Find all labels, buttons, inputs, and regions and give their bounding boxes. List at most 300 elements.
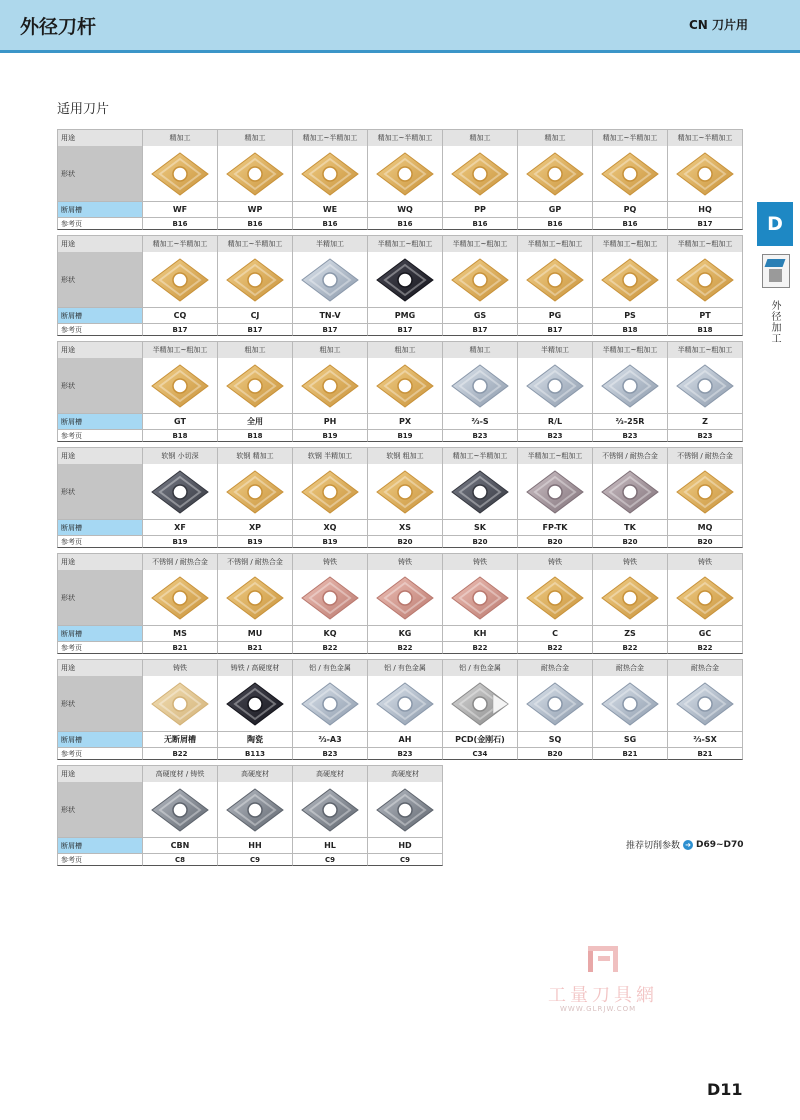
breaker-cell: SG	[593, 732, 668, 748]
insert-icon	[299, 786, 361, 834]
insert-shape-cell	[593, 358, 668, 414]
use-cell: 不锈钢 / 耐热合金	[218, 554, 293, 571]
breaker-cell: R/L	[518, 414, 593, 430]
ref-row-label: 参考页	[57, 218, 143, 230]
use-cell: 铸铁	[293, 554, 368, 571]
watermark-logo	[584, 944, 624, 976]
shape-row	[57, 570, 743, 626]
shape-row-label: 形状	[57, 570, 143, 626]
ref-cell[interactable]: B22	[368, 642, 443, 654]
ref-cell[interactable]: B23	[293, 748, 368, 760]
insert-shape-cell	[368, 358, 443, 414]
breaker-cell: KQ	[293, 626, 368, 642]
breaker-cell: TK	[593, 520, 668, 536]
use-cell: 半精加工	[293, 236, 368, 253]
insert-shape-cell	[368, 464, 443, 520]
insert-icon	[449, 150, 511, 198]
breaker-cell: GP	[518, 202, 593, 218]
breaker-cell: PMG	[368, 308, 443, 324]
ref-row	[57, 642, 743, 654]
use-cell: 精加工~半精加工	[368, 130, 443, 147]
insert-shape-cell	[218, 464, 293, 520]
insert-shape-cell	[368, 782, 443, 838]
insert-shape-cell	[593, 676, 668, 732]
breaker-cell: ZS	[593, 626, 668, 642]
shape-row-label: 形状	[57, 252, 143, 308]
ref-cell[interactable]: B16	[293, 218, 368, 230]
ref-cell[interactable]: B113	[218, 748, 293, 760]
use-cell: 耐热合金	[518, 660, 593, 677]
insert-icon	[374, 256, 436, 304]
insert-shape-cell	[218, 570, 293, 626]
breaker-cell: 全用	[218, 414, 293, 430]
ref-cell[interactable]: B18	[668, 324, 743, 336]
use-cell: 精加工~半精加工	[443, 448, 518, 465]
section-tab-d[interactable]: D	[757, 202, 793, 246]
insert-shape-cell	[143, 570, 218, 626]
section-title: 适用刀片	[57, 102, 110, 117]
breaker-cell: HL	[293, 838, 368, 854]
insert-shape-cell	[293, 570, 368, 626]
breaker-cell: XS	[368, 520, 443, 536]
use-row	[57, 553, 743, 571]
breaker-cell: TN-V	[293, 308, 368, 324]
use-row	[57, 659, 743, 677]
insert-shape-cell	[518, 676, 593, 732]
breaker-row	[57, 202, 743, 218]
use-cell: 不锈钢 / 耐热合金	[668, 448, 743, 465]
breaker-row	[57, 838, 443, 854]
use-cell: 半精加工~粗加工	[518, 448, 593, 465]
insert-shape-cell	[143, 464, 218, 520]
insert-shape-cell	[443, 676, 518, 732]
ref-row	[57, 218, 743, 230]
insert-icon	[449, 574, 511, 622]
ref-cell[interactable]: B22	[668, 642, 743, 654]
ref-cell[interactable]: B16	[368, 218, 443, 230]
ref-row	[57, 324, 743, 336]
insert-shape-cell	[518, 570, 593, 626]
shape-row	[57, 464, 743, 520]
use-row-label: 用途	[57, 130, 143, 147]
ref-cell[interactable]: B17	[668, 218, 743, 230]
use-cell: 半精加工~粗加工	[593, 236, 668, 253]
ref-cell[interactable]: B23	[443, 430, 518, 442]
breaker-cell: GT	[143, 414, 218, 430]
ref-cell[interactable]: B19	[143, 536, 218, 548]
ref-cell[interactable]: B23	[368, 748, 443, 760]
shape-row	[57, 358, 743, 414]
breaker-cell: WQ	[368, 202, 443, 218]
insert-icon	[449, 256, 511, 304]
breaker-cell: HH	[218, 838, 293, 854]
ref-cell[interactable]: B17	[518, 324, 593, 336]
breaker-cell: WP	[218, 202, 293, 218]
insert-icon	[149, 256, 211, 304]
insert-shape-cell	[293, 358, 368, 414]
insert-shape-cell	[368, 252, 443, 308]
breaker-cell: KG	[368, 626, 443, 642]
use-row-label: 用途	[57, 448, 143, 465]
breaker-cell: XP	[218, 520, 293, 536]
shape-row	[57, 676, 743, 732]
breaker-cell: WE	[293, 202, 368, 218]
insert-icon	[599, 680, 661, 728]
ref-cell[interactable]: C34	[443, 748, 518, 760]
use-cell: 软钢 半精加工	[293, 448, 368, 465]
ref-cell[interactable]: B23	[518, 430, 593, 442]
breaker-row	[57, 520, 743, 536]
use-cell: 粗加工	[218, 342, 293, 359]
insert-shape-cell	[593, 464, 668, 520]
insert-shape-cell	[293, 464, 368, 520]
shape-row-label: 形状	[57, 358, 143, 414]
insert-icon	[599, 574, 661, 622]
breaker-cell: CJ	[218, 308, 293, 324]
breaker-cell: 陶瓷	[218, 732, 293, 748]
use-cell: 粗加工	[293, 342, 368, 359]
insert-icon	[599, 256, 661, 304]
use-cell: 高硬度材 / 铸铁	[143, 766, 218, 783]
ref-cell[interactable]: B17	[143, 324, 218, 336]
use-row	[57, 447, 743, 465]
ref-cell[interactable]: B23	[668, 430, 743, 442]
ref-cell[interactable]: B16	[593, 218, 668, 230]
breaker-cell: PCD(金刚石)	[443, 732, 518, 748]
ref-row	[57, 854, 443, 866]
insert-shape-cell	[668, 676, 743, 732]
ref-row-label: 参考页	[57, 854, 143, 866]
insert-icon	[299, 680, 361, 728]
insert-shape-cell	[443, 252, 518, 308]
breaker-row	[57, 414, 743, 430]
insert-shape-cell	[218, 676, 293, 732]
ref-cell[interactable]: B19	[293, 430, 368, 442]
ref-cell[interactable]: B21	[668, 748, 743, 760]
insert-icon	[374, 680, 436, 728]
breaker-row-label: 断屑槽	[57, 308, 143, 324]
insert-icon	[674, 574, 736, 622]
ref-row	[57, 536, 743, 548]
use-cell: 高硬度材	[218, 766, 293, 783]
ref-cell[interactable]: B16	[143, 218, 218, 230]
page-title: 外径刀杆	[20, 16, 97, 38]
ref-cell[interactable]: B18	[593, 324, 668, 336]
insert-shape-cell	[668, 146, 743, 202]
insert-icon	[449, 362, 511, 410]
use-cell: 软钢 粗加工	[368, 448, 443, 465]
breaker-cell: MQ	[668, 520, 743, 536]
use-row	[57, 765, 443, 783]
ref-row	[57, 430, 743, 442]
insert-shape-cell	[593, 252, 668, 308]
insert-icon	[374, 574, 436, 622]
use-row-label: 用途	[57, 342, 143, 359]
insert-shape-cell	[368, 570, 443, 626]
breaker-cell: SK	[443, 520, 518, 536]
insert-shape-cell	[518, 146, 593, 202]
use-row-label: 用途	[57, 766, 143, 783]
insert-icon	[524, 362, 586, 410]
insert-icon	[449, 680, 511, 728]
use-cell: 半精加工~粗加工	[668, 342, 743, 359]
insert-icon	[374, 150, 436, 198]
ref-row-label: 参考页	[57, 536, 143, 548]
ref-cell[interactable]: B19	[218, 536, 293, 548]
ref-cell[interactable]: C9	[293, 854, 368, 866]
use-cell: 铸铁	[143, 660, 218, 677]
insert-icon	[224, 680, 286, 728]
shape-row-label: 形状	[57, 676, 143, 732]
insert-shape-cell	[143, 146, 218, 202]
breaker-cell: GS	[443, 308, 518, 324]
ref-row-label: 参考页	[57, 324, 143, 336]
use-cell: 铸铁	[368, 554, 443, 571]
shape-row	[57, 146, 743, 202]
ref-row-label: 参考页	[57, 642, 143, 654]
breaker-row-label: 断屑槽	[57, 626, 143, 642]
use-cell: 铝 / 有色金属	[368, 660, 443, 677]
insert-icon	[149, 362, 211, 410]
use-cell: 半精加工~粗加工	[593, 342, 668, 359]
breaker-cell: WF	[143, 202, 218, 218]
ref-cell[interactable]: B20	[443, 536, 518, 548]
ref-cell[interactable]: B23	[593, 430, 668, 442]
ref-cell[interactable]: C9	[218, 854, 293, 866]
watermark-text: 工量刀具網	[548, 985, 658, 1006]
use-cell: 精加工	[443, 342, 518, 359]
use-cell: 铸铁 / 高硬度材	[218, 660, 293, 677]
insert-shape-cell	[443, 358, 518, 414]
insert-icon	[224, 574, 286, 622]
insert-icon	[674, 150, 736, 198]
recommend-ref[interactable]	[626, 838, 744, 851]
use-cell: 半精加工~粗加工	[668, 236, 743, 253]
use-cell: 精加工	[218, 130, 293, 147]
ref-cell[interactable]: B17	[218, 324, 293, 336]
ref-cell[interactable]: B19	[368, 430, 443, 442]
ref-cell[interactable]: B17	[293, 324, 368, 336]
insert-shape-cell	[593, 146, 668, 202]
use-row	[57, 341, 743, 359]
ref-cell[interactable]: B20	[593, 536, 668, 548]
breaker-cell: HD	[368, 838, 443, 854]
breaker-cell: PG	[518, 308, 593, 324]
use-cell: 铸铁	[443, 554, 518, 571]
ref-cell[interactable]: B20	[518, 536, 593, 548]
insert-icon	[149, 680, 211, 728]
insert-shape-cell	[368, 146, 443, 202]
use-cell: 半精加工~粗加工	[518, 236, 593, 253]
insert-shape-cell	[143, 358, 218, 414]
breaker-cell: ⅔-SX	[668, 732, 743, 748]
breaker-cell: PS	[593, 308, 668, 324]
insert-shape-cell	[143, 252, 218, 308]
breaker-cell: ⅔-S	[443, 414, 518, 430]
insert-shape-cell	[518, 464, 593, 520]
breaker-row	[57, 626, 743, 642]
ref-cell[interactable]: C8	[143, 854, 218, 866]
ref-cell[interactable]: B20	[368, 536, 443, 548]
use-cell: 精加工	[143, 130, 218, 147]
insert-icon	[149, 786, 211, 834]
shape-row-label: 形状	[57, 782, 143, 838]
use-cell: 半精加工	[518, 342, 593, 359]
use-cell: 精加工~半精加工	[293, 130, 368, 147]
recommend-text: 推荐切削参数	[626, 841, 681, 851]
breaker-cell: XF	[143, 520, 218, 536]
breaker-row-label: 断屑槽	[57, 414, 143, 430]
breaker-cell: XQ	[293, 520, 368, 536]
ref-cell[interactable]: B22	[293, 642, 368, 654]
breaker-cell: KH	[443, 626, 518, 642]
ref-row-label: 参考页	[57, 430, 143, 442]
breaker-cell: GC	[668, 626, 743, 642]
use-cell: 铝 / 有色金属	[293, 660, 368, 677]
use-row-label: 用途	[57, 236, 143, 253]
use-cell: 不锈钢 / 耐热合金	[593, 448, 668, 465]
page-header	[0, 0, 800, 53]
insert-icon	[149, 574, 211, 622]
breaker-cell: Z	[668, 414, 743, 430]
use-cell: 半精加工~粗加工	[443, 236, 518, 253]
insert-shape-cell	[293, 146, 368, 202]
ref-cell[interactable]: B16	[518, 218, 593, 230]
ref-cell[interactable]: B17	[368, 324, 443, 336]
insert-icon	[674, 362, 736, 410]
page-number: D11	[707, 1080, 743, 1099]
insert-shape-cell	[218, 146, 293, 202]
insert-icon	[524, 150, 586, 198]
ref-row	[57, 748, 743, 760]
insert-icon	[674, 256, 736, 304]
ref-cell[interactable]: B21	[593, 748, 668, 760]
ref-cell[interactable]: B20	[518, 748, 593, 760]
ref-cell[interactable]: B17	[443, 324, 518, 336]
use-cell: 粗加工	[368, 342, 443, 359]
insert-icon	[599, 468, 661, 516]
arrow-right-icon: ➜	[683, 840, 693, 850]
insert-shape-cell	[218, 782, 293, 838]
breaker-cell: PH	[293, 414, 368, 430]
shape-row-label: 形状	[57, 146, 143, 202]
ref-cell[interactable]: B18	[218, 430, 293, 442]
breaker-cell: ⅔-25R	[593, 414, 668, 430]
use-cell: 精加工	[518, 130, 593, 147]
use-row	[57, 235, 743, 253]
insert-icon	[224, 362, 286, 410]
use-cell: 铸铁	[518, 554, 593, 571]
insert-icon	[524, 468, 586, 516]
insert-icon	[224, 786, 286, 834]
breaker-cell: SQ	[518, 732, 593, 748]
recommend-page-ref[interactable]: D69~D70	[696, 839, 744, 850]
insert-icon	[299, 150, 361, 198]
use-cell: 精加工~半精加工	[668, 130, 743, 147]
ref-cell[interactable]: B18	[143, 430, 218, 442]
ref-cell[interactable]: B21	[218, 642, 293, 654]
shape-row	[57, 782, 443, 838]
breaker-cell: HQ	[668, 202, 743, 218]
insert-shape-cell	[293, 252, 368, 308]
insert-shape-cell	[443, 570, 518, 626]
insert-icon	[674, 680, 736, 728]
use-row	[57, 129, 743, 147]
breaker-cell: FP-TK	[518, 520, 593, 536]
ref-cell[interactable]: B22	[143, 748, 218, 760]
insert-icon	[224, 150, 286, 198]
insert-icon	[149, 468, 211, 516]
ref-cell[interactable]: C9	[368, 854, 443, 866]
use-cell: 半精加工~粗加工	[368, 236, 443, 253]
turning-icon	[762, 254, 790, 288]
breaker-row	[57, 732, 743, 748]
breaker-cell: PQ	[593, 202, 668, 218]
insert-shape-cell	[668, 464, 743, 520]
use-cell: 铸铁	[668, 554, 743, 571]
insert-icon	[449, 468, 511, 516]
breaker-cell: MU	[218, 626, 293, 642]
insert-icon	[299, 468, 361, 516]
ref-cell[interactable]: B21	[143, 642, 218, 654]
insert-icon	[524, 256, 586, 304]
ref-cell[interactable]: B20	[668, 536, 743, 548]
ref-cell[interactable]: B16	[443, 218, 518, 230]
insert-shape-cell	[668, 570, 743, 626]
shape-row-label: 形状	[57, 464, 143, 520]
insert-icon	[674, 468, 736, 516]
use-cell: 精加工~半精加工	[143, 236, 218, 253]
use-cell: 半精加工~粗加工	[143, 342, 218, 359]
use-cell: 不锈钢 / 耐热合金	[143, 554, 218, 571]
insert-shape-cell	[143, 782, 218, 838]
breaker-cell: AH	[368, 732, 443, 748]
page-subtitle: CN 刀片用	[688, 18, 748, 32]
ref-cell[interactable]: B16	[218, 218, 293, 230]
use-cell: 软钢 精加工	[218, 448, 293, 465]
insert-icon	[374, 468, 436, 516]
insert-icon	[149, 150, 211, 198]
ref-cell[interactable]: B22	[593, 642, 668, 654]
insert-shape-cell	[668, 252, 743, 308]
ref-cell[interactable]: B19	[293, 536, 368, 548]
insert-icon	[599, 150, 661, 198]
insert-shape-cell	[293, 782, 368, 838]
ref-row-label: 参考页	[57, 748, 143, 760]
insert-icon	[374, 362, 436, 410]
insert-shape-cell	[443, 464, 518, 520]
use-cell: 铝 / 有色金属	[443, 660, 518, 677]
watermark-url: WWW.GLRJW.COM	[560, 1005, 637, 1013]
use-cell: 精加工	[443, 130, 518, 147]
breaker-cell: C	[518, 626, 593, 642]
use-cell: 铸铁	[593, 554, 668, 571]
insert-icon	[299, 362, 361, 410]
breaker-row-label: 断屑槽	[57, 202, 143, 218]
insert-shape-cell	[368, 676, 443, 732]
breaker-cell: PP	[443, 202, 518, 218]
ref-cell[interactable]: B22	[443, 642, 518, 654]
insert-icon	[299, 256, 361, 304]
breaker-row-label: 断屑槽	[57, 838, 143, 854]
insert-shape-cell	[443, 146, 518, 202]
shape-row	[57, 252, 743, 308]
breaker-cell: PX	[368, 414, 443, 430]
insert-shape-cell	[518, 252, 593, 308]
use-row-label: 用途	[57, 554, 143, 571]
insert-shape-cell	[218, 358, 293, 414]
ref-cell[interactable]: B22	[518, 642, 593, 654]
